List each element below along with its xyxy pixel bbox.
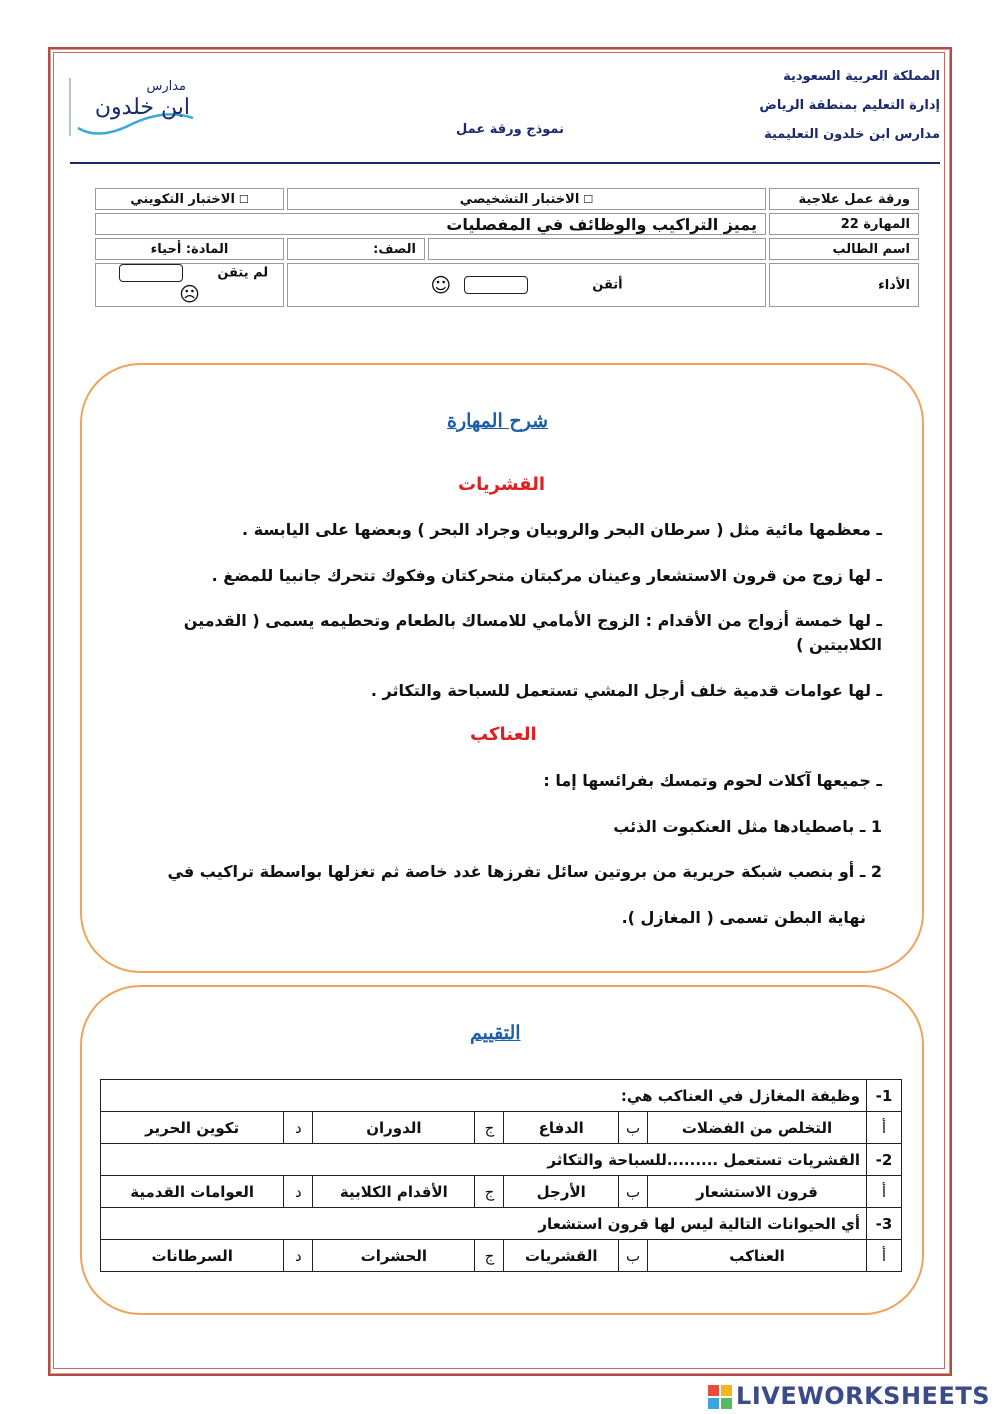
spider-point: ـ جميعها آكلات لحوم وتمسك بفرائسها إما : <box>543 771 882 790</box>
sad-face-icon: ☹ <box>179 282 200 306</box>
spiders-title: العناكب <box>470 724 537 745</box>
crustacean-point: ـ معظمها مائية مثل ( سرطان البحر والروبيان وجراد البحر ) وبعضها على اليابسة . <box>242 520 882 539</box>
subject-label: المادة: أحياء <box>95 238 284 260</box>
crustacean-point: ـ لها خمسة أزواج من الأقدام : الزوج الأمامي للامساك بالطعام وتحطيمه يسمى ( القدمين الكلابيتين ) <box>183 611 882 654</box>
not-mastered-label: لم يتقن <box>217 265 269 281</box>
question-text: القشريات تستعمل .........للسباحة والتكاثر <box>101 1144 867 1176</box>
kingdom-text: المملكة العربية السعودية <box>783 69 940 84</box>
option[interactable]: العناكب <box>648 1240 867 1272</box>
smile-face-icon: ☺ <box>430 273 452 297</box>
option-letter: ج <box>475 1176 504 1208</box>
school-logo <box>68 68 200 138</box>
option-letter: أ <box>867 1112 902 1144</box>
question-number: 2- <box>867 1144 902 1176</box>
sheet-label: ورقة عمل علاجية <box>769 188 919 210</box>
crustacean-point: ـ لها عوامات قدمية خلف أرجل المشي تستعمل للسباحة والتكاثر . <box>370 681 882 700</box>
student-label: اسم الطالب <box>769 238 919 260</box>
option[interactable]: العوامات القدمية <box>101 1176 284 1208</box>
options-row <box>101 1240 902 1272</box>
spider-point: 1 ـ باصطيادها مثل العنكبوت الذئب <box>613 817 882 836</box>
schools-text: مدارس ابن خلدون التعليمية <box>764 127 940 142</box>
checkbox-icon[interactable]: ☐ <box>583 192 594 206</box>
not-mastered-cell <box>95 263 284 307</box>
info-table <box>92 185 922 310</box>
option[interactable]: الدوران <box>313 1112 475 1144</box>
option-letter: د <box>284 1112 313 1144</box>
option[interactable]: السرطانات <box>101 1240 284 1272</box>
diagnostic-option[interactable]: ☐الاختبار التشخيصي <box>287 188 766 210</box>
option-letter: ب <box>619 1240 648 1272</box>
option[interactable]: الدفاع <box>504 1112 619 1144</box>
logo-main-text: ابن خلدون <box>94 95 190 120</box>
question-number: 1- <box>867 1080 902 1112</box>
option-letter: ج <box>475 1112 504 1144</box>
option[interactable]: القشريات <box>504 1240 619 1272</box>
not-mastered-box[interactable] <box>119 264 183 282</box>
option-letter: د <box>284 1240 313 1272</box>
liveworksheets-logo-icon <box>708 1385 732 1409</box>
crustaceans-title: القشريات <box>458 474 546 495</box>
header-divider <box>70 162 940 164</box>
option[interactable]: الأرجل <box>504 1176 619 1208</box>
mastered-cell <box>287 263 766 307</box>
option-letter: ب <box>619 1112 648 1144</box>
skill-label: المهارة 22 <box>769 213 919 235</box>
option-letter: أ <box>867 1240 902 1272</box>
question-number: 3- <box>867 1208 902 1240</box>
option-letter: ب <box>619 1176 648 1208</box>
quiz-table <box>100 1079 902 1272</box>
grade-label: الصف: <box>287 238 425 260</box>
question-text: وظيفة المغازل في العناكب هي: <box>101 1080 867 1112</box>
evaluation-title: التقييم <box>470 1022 521 1044</box>
options-row <box>101 1112 902 1144</box>
question-row <box>101 1208 902 1240</box>
option-letter: أ <box>867 1176 902 1208</box>
question-row <box>101 1144 902 1176</box>
mastered-label: أتقن <box>592 277 623 293</box>
form-title: نموذج ورقة عمل <box>456 122 564 137</box>
option-letter: د <box>284 1176 313 1208</box>
question-row <box>101 1080 902 1112</box>
options-row <box>101 1176 902 1208</box>
spider-point: نهاية البطن تسمى ( المغازل ). <box>621 908 866 927</box>
crustacean-point: ـ لها زوج من قرون الاستشعار وعينان مركبتان متحركتان وفكوك تتحرك جانبيا للمضغ . <box>211 566 882 585</box>
question-text: أي الحيوانات التالية ليس لها قرون استشعار <box>101 1208 867 1240</box>
explanation-title: شرح المهارة <box>447 410 549 432</box>
checkbox-icon[interactable]: ☐ <box>238 192 249 206</box>
option[interactable]: الحشرات <box>313 1240 475 1272</box>
logo-top-text: مدارس <box>146 79 186 94</box>
performance-label: الأداء <box>769 263 919 307</box>
option[interactable]: قرون الاستشعار <box>648 1176 867 1208</box>
option[interactable]: الأقدام الكلابية <box>313 1176 475 1208</box>
school-header <box>759 62 940 149</box>
administration-text: إدارة التعليم بمنطقة الرياض <box>759 98 940 113</box>
option-letter: ج <box>475 1240 504 1272</box>
liveworksheets-watermark: LIVEWORKSHEETS <box>708 1382 990 1410</box>
spider-point: 2 ـ أو بنصب شبكة حريرية من بروتين سائل تفرزها غدد خاصة ثم تغزلها بواسطة تراكيب في <box>167 862 882 881</box>
formative-option[interactable]: ☐الاختبار التكويني <box>95 188 284 210</box>
mastered-box[interactable] <box>464 276 528 294</box>
skill-text: يميز التراكيب والوظائف في المفصليات <box>95 213 766 235</box>
student-name-field[interactable] <box>428 238 766 260</box>
option[interactable]: تكوين الحرير <box>101 1112 284 1144</box>
option[interactable]: التخلص من الفضلات <box>648 1112 867 1144</box>
